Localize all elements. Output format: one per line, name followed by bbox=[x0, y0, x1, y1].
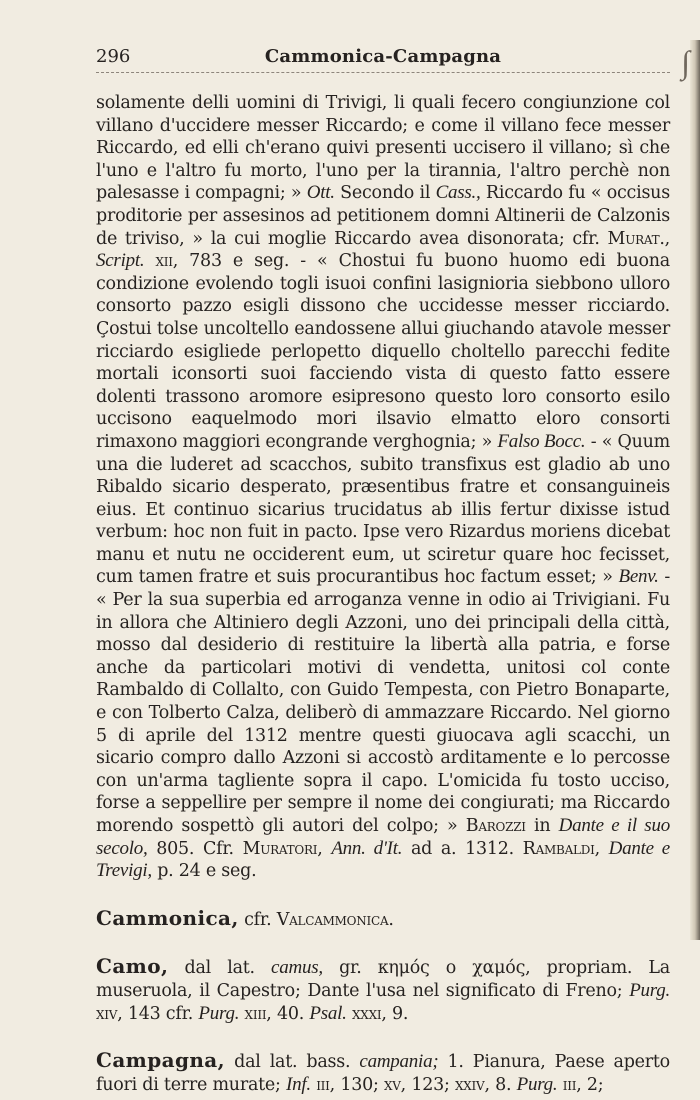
continuation-paragraph: solamente delli uomini di Trivigi, li quali fecero congiunzione col villano d'uccidere messer Riccardo; e come il villano fece messer Riccardo, ed elli ch'erano quivi presenti uccisero il villano; sì che l'uno e l'altro fu morto, l'uno per la tirannia, l'altro perchè non palesasse i compagni; » Ott. Secondo il Cass., Riccardo fu « occisus proditorie per assesinos ad petitionem domni Altinerii de Calzonis de triviso, » la cui moglie Riccardo avea disonorata; cfr. Murat., Script. xii, 783 e seg. - « Chostui fu buono huomo edi buona condizione evolendo togli isuoi confini lasignioria siebbono ulloro consorto pazzo esigli dissono che uccidesse messer ricciardo. Çostui tolse uncoltello eandossene allui giuchando atavole messer ricciardo esigliede perlopetto diquello choltello parecchi fedite mortali iconsorti suoi facciendo vista di questo fatto essere dolenti trassono aromore esipresono questo loro consorto esilo uccisono eaquelmodo mori ilsavio elmatto eloro consorti rimaxono maggiori econgrande verghognia; » Falso Bocc. - « Quum una die luderet ad scacchos, subito transfixus est gladio ab uno Ribaldo sicario desperato, præsentibus fratre et consanguineis eius. Et continuo sicarius trucidatus ab illis fertur dixisse istud verbum: hoc non fuit in pacto. Ipse vero Rizardus moriens dicebat manu et nutu ne occiderent eum, ut sciretur quare hoc fecisset, cum tamen fratre et suis procurantibus hoc factum esset; » Benv. - « Per la sua superbia ed arroganza venne in odio ai Trivigiani. Fu in allora che Altiniero degli Azzoni, uno dei principali della città, mosso dal desiderio di restituire la libertà alla patria, e forse anche da particolari motivi di vendetta, unitosi col conte Rambaldo di Collalto, con Guido Tempesta, con Pietro Bonaparte, e con Tolberto Calza, deliberò di ammazzare Riccardo. Nel giorno 5 di aprile del 1312 mentre questi giuocava agli scacchi, un sicario compro dallo Azzoni si accostò arditamente e lo percosse con un'arma tagliente sopra il capo. L'omicida fu tosto ucciso, forse a seppellire per sempre il nome dei congiurati; ma Riccardo morendo sospettò gli autori del colpo; » Barozzi in Dante e il suo secolo, 805. Cfr. Muratori, Ann. d'It. ad a. 1312. Rambaldi, Dante e Trevigi, p. 24 e seg. bbox=[96, 93, 670, 882]
entry-cammonica: Cammonica, cfr. Valcammonica. bbox=[96, 905, 394, 930]
headword: Campagna, bbox=[96, 1048, 226, 1073]
page-content bbox=[96, 92, 670, 1096]
headword: Camo, bbox=[96, 954, 169, 979]
page-edge bbox=[690, 40, 700, 940]
running-header bbox=[96, 46, 670, 72]
entry-camo: Camo, dal lat. camus, gr. κημός o χαμός, propriam. La museruola, il Capestro; Dante l'usa nel significato di Freno; Purg. xiv, 143 cfr. Purg. xiii, 40. Psal. xxxi, 9. bbox=[96, 954, 670, 1024]
header-rule bbox=[96, 72, 670, 73]
page-number: 296 bbox=[96, 46, 131, 67]
running-title: Cammonica-Campagna bbox=[264, 46, 502, 67]
entry-campagna: Campagna, dal lat. bass. campania; 1. Pianura, Paese aperto fuori di terre murate; Inf. iii, 130; xv, 123; xxiv, 8. Purg. iii, 2; bbox=[96, 1048, 670, 1095]
edge-mark: ∫ bbox=[681, 44, 690, 80]
headword: Cammonica, bbox=[96, 905, 239, 930]
